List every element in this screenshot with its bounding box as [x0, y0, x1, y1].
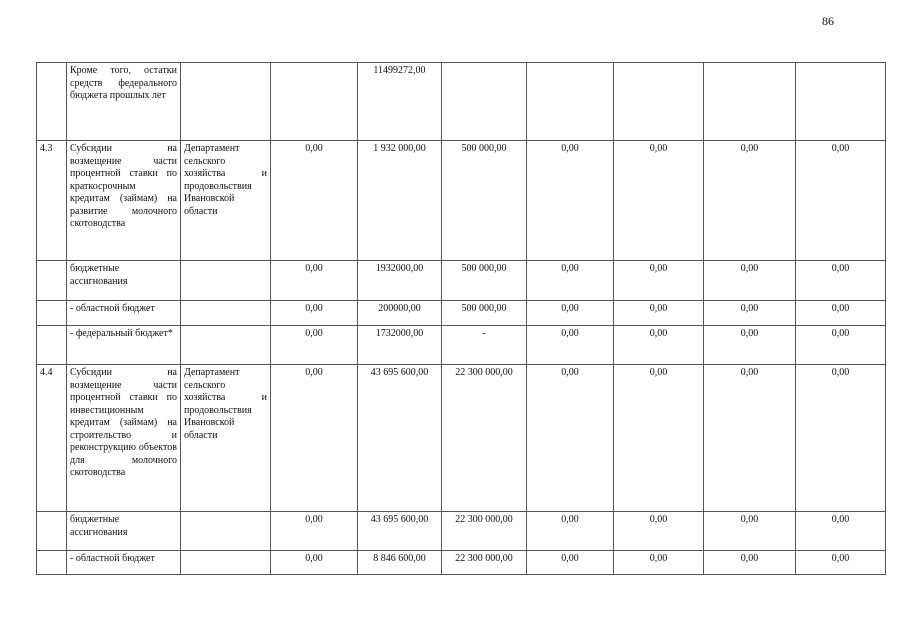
amount-cell — [527, 63, 614, 141]
amount-cell: 0,00 — [527, 512, 614, 551]
amount-cell: 8 846 600,00 — [358, 551, 442, 575]
amount-cell — [442, 63, 527, 141]
amount-cell: 0,00 — [796, 326, 886, 365]
amount-cell: 0,00 — [704, 326, 796, 365]
amount-cell — [614, 63, 704, 141]
measure-name: Субсидии на возмещение части процентной ставки по инвестиционным кредитам (займам) на строительство и реконструкцию объектов для молочного скотоводства — [67, 365, 181, 512]
amount-cell: 0,00 — [704, 301, 796, 326]
measure-name: - областной бюджет — [67, 551, 181, 575]
amount-cell: 0,00 — [704, 261, 796, 301]
amount-cell: 43 695 600,00 — [358, 365, 442, 512]
amount-cell: 0,00 — [614, 326, 704, 365]
row-number: 4.3 — [37, 141, 67, 261]
amount-cell: 0,00 — [614, 301, 704, 326]
amount-cell: 22 300 000,00 — [442, 512, 527, 551]
amount-cell: 0,00 — [796, 141, 886, 261]
amount-cell: 0,00 — [271, 512, 358, 551]
amount-cell: 0,00 — [527, 141, 614, 261]
amount-cell: 0,00 — [796, 365, 886, 512]
amount-cell: 11499272,00 — [358, 63, 442, 141]
amount-cell — [796, 63, 886, 141]
amount-cell — [704, 63, 796, 141]
amount-cell: 0,00 — [614, 551, 704, 575]
measure-name: бюджетные ассигнования — [67, 512, 181, 551]
amount-cell — [271, 63, 358, 141]
amount-cell: 0,00 — [796, 551, 886, 575]
budget-table — [36, 62, 886, 575]
executor — [181, 63, 271, 141]
amount-cell: 22 300 000,00 — [442, 551, 527, 575]
amount-cell: 0,00 — [614, 261, 704, 301]
amount-cell: 22 300 000,00 — [442, 365, 527, 512]
amount-cell: 0,00 — [527, 326, 614, 365]
amount-cell: 0,00 — [271, 261, 358, 301]
amount-cell: 500 000,00 — [442, 141, 527, 261]
row-number — [37, 261, 67, 301]
table-row — [37, 141, 886, 261]
table-row — [37, 63, 886, 141]
executor — [181, 301, 271, 326]
row-number — [37, 301, 67, 326]
amount-cell: 0,00 — [271, 141, 358, 261]
table-row — [37, 551, 886, 575]
amount-cell: 500 000,00 — [442, 261, 527, 301]
amount-cell: 0,00 — [704, 141, 796, 261]
amount-cell: 0,00 — [704, 512, 796, 551]
measure-name: Кроме того, остатки средств федерального бюджета прошлых лет — [67, 63, 181, 141]
executor — [181, 326, 271, 365]
row-number — [37, 63, 67, 141]
amount-cell: 500 000,00 — [442, 301, 527, 326]
table-row — [37, 301, 886, 326]
table-row — [37, 261, 886, 301]
executor — [181, 512, 271, 551]
measure-name: бюджетные ассигнования — [67, 261, 181, 301]
amount-cell: 0,00 — [796, 301, 886, 326]
executor — [181, 261, 271, 301]
amount-cell: 0,00 — [271, 301, 358, 326]
row-number — [37, 551, 67, 575]
amount-cell: 0,00 — [614, 365, 704, 512]
row-number — [37, 326, 67, 365]
amount-cell: 1932000,00 — [358, 261, 442, 301]
amount-cell: 0,00 — [527, 365, 614, 512]
executor: Департамент сельского хозяйства и продовольствия Ивановской области — [181, 141, 271, 261]
table-row — [37, 512, 886, 551]
amount-cell: 0,00 — [704, 365, 796, 512]
measure-name: - федеральный бюджет* — [67, 326, 181, 365]
amount-cell: 0,00 — [527, 261, 614, 301]
amount-cell: 0,00 — [271, 551, 358, 575]
amount-cell: 0,00 — [271, 365, 358, 512]
amount-cell: 43 695 600,00 — [358, 512, 442, 551]
row-number: 4.4 — [37, 365, 67, 512]
measure-name: Субсидии на возмещение части процентной ставки по краткосрочным кредитам (займам) на развитие молочного скотоводства — [67, 141, 181, 261]
amount-cell: 0,00 — [614, 512, 704, 551]
table-row — [37, 365, 886, 512]
measure-name: - областной бюджет — [67, 301, 181, 326]
amount-cell: 0,00 — [704, 551, 796, 575]
amount-cell: 0,00 — [796, 261, 886, 301]
amount-cell: 0,00 — [614, 141, 704, 261]
table-row — [37, 326, 886, 365]
executor — [181, 551, 271, 575]
executor: Департамент сельского хозяйства и продовольствия Ивановской области — [181, 365, 271, 512]
page-number: 86 — [822, 14, 834, 28]
amount-cell: 1 932 000,00 — [358, 141, 442, 261]
amount-cell: - — [442, 326, 527, 365]
amount-cell: 200000,00 — [358, 301, 442, 326]
amount-cell: 1732000,00 — [358, 326, 442, 365]
amount-cell: 0,00 — [527, 301, 614, 326]
amount-cell: 0,00 — [527, 551, 614, 575]
amount-cell: 0,00 — [796, 512, 886, 551]
row-number — [37, 512, 67, 551]
amount-cell: 0,00 — [271, 326, 358, 365]
